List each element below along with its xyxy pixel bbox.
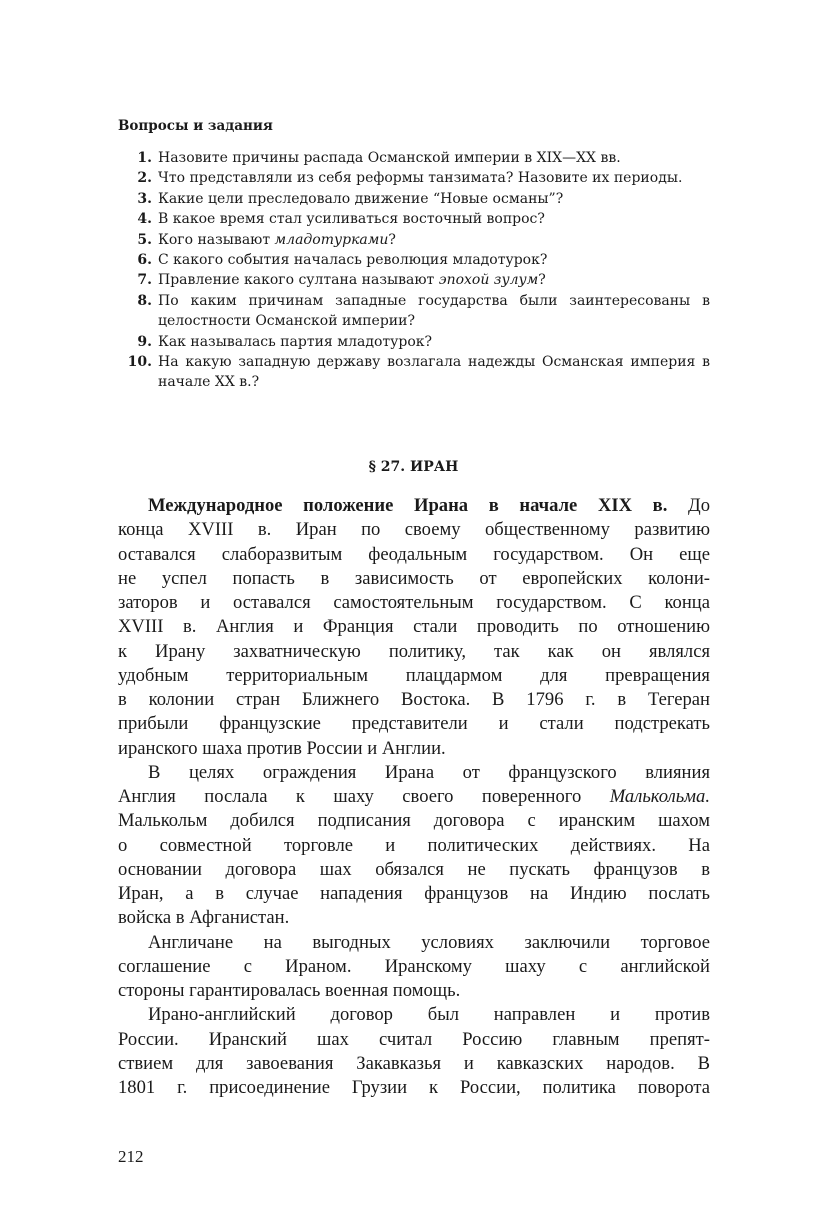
question-item [118,148,710,168]
line-text: Иран, а в случае нападения французов на Индию послать [118,883,710,904]
italic-name: Малькольма. [609,786,710,807]
questions-heading: Вопросы и задания [118,118,273,134]
line-text: прибыли французские представители и стали подстрекать [118,713,710,735]
question-number: 5. [137,231,152,248]
text-line [118,834,710,858]
text-line [118,931,710,955]
text-line [118,785,710,809]
line-text: удобным территориальным плацдармом для превращения [118,664,710,686]
question-text-main: Какие цели преследовало движение “Новые османы”? [158,190,564,207]
question-number: 3. [137,190,152,207]
line-text: иранского шаха против России и Англии. [118,737,446,759]
question-text-main: Как называлась партия младотурок? [158,333,433,350]
text-line [118,979,710,1003]
question-text-main: В какое время стал усиливаться восточный вопрос? [158,211,545,228]
text-line [118,858,710,882]
question-number: 9. [137,333,152,350]
question-text-main: Что представляли из себя реформы танзимата? Назовите их периоды. [158,170,683,187]
line-text: соглашение с Ираном. Иранскому шаху с английской [118,955,710,977]
text-line [118,955,710,979]
line-text: XVIII в. Англия и Франция стали проводить по отношению [118,616,710,638]
question-text-main: Кого называют [158,231,275,248]
text-line [118,1076,710,1100]
line-text: России. Иранский шах считал Россию главным препят- [118,1028,710,1050]
line-text: Ирано-английский договор был направлен и против [148,1004,710,1026]
question-number: 4. [137,211,152,228]
question-number: 7. [137,272,152,289]
paragraph-heading: Международное положение Ирана в начале XIX в. [148,495,668,516]
text-line [118,640,710,664]
line-text: В целях ограждения Ирана от французского влияния [148,761,710,783]
line-text: Малькольм добился подписания договора с иранским шахом [118,810,710,832]
question-item [118,230,710,250]
question-text-end: ? [538,272,546,289]
text-line [118,906,710,930]
question-text-main: По каким причинам западные государства были заинтересованы в целостности Османской империи? [158,292,710,330]
question-text-main: Правление какого султана называют [158,272,439,289]
question-number: 8. [137,292,152,309]
text-line [118,543,710,567]
text-line [118,591,710,615]
question-text [158,230,710,250]
question-text-main: На какую западную державу возлагала надежды Османская империя в начале XX в.? [158,354,710,391]
line-text: заторов и оставался самостоятельным государством. С конца [118,592,710,613]
line-text: конца XVIII в. Иран по своему общественному развитию [118,519,710,541]
line-text: 1801 г. присоединение Грузии к России, политика поворота [118,1077,710,1098]
question-text [158,291,710,332]
question-number: 10. [127,354,152,371]
text-line [118,615,710,639]
question-item [118,209,710,229]
line-text: стороны гарантировалась военная помощь. [118,980,461,1001]
text-line [118,567,710,591]
question-number: 1. [137,150,152,166]
question-text-main: С какого события началась революция младотурок? [158,252,548,269]
question-item [118,270,710,290]
question-item [118,352,710,393]
question-text-main: Назовите причины распада Османской империи в XIX—XX вв. [158,150,621,166]
text-line [118,664,710,688]
line-text: ствием для завоевания Закавказья и кавказских народов. В [118,1052,710,1074]
question-text [158,352,710,393]
question-item [118,291,710,332]
text-line [118,1003,710,1027]
line-text: Англичане на выгодных условиях заключили торговое [148,931,710,953]
text-line [118,761,710,785]
question-text-end: ? [388,231,396,248]
text-line [118,737,710,761]
question-number: 6. [137,252,152,269]
line-text: не успел попасть в зависимость от европейских колони- [118,567,710,589]
line-text: основании договора шах обязался не пускать французов в [118,858,710,880]
question-item [118,250,710,270]
question-text [158,209,710,229]
question-item [118,168,710,188]
line-text: оставался слаборазвитым феодальным государством. Он еще [118,543,710,565]
page-number: 212 [118,1147,144,1166]
question-item [118,332,710,352]
text-line [118,518,710,542]
section-title: § 27. ИРАН [368,459,459,475]
question-text [158,250,710,270]
line-text: в колонии стран Ближнего Востока. В 1796 г. в Тегеран [118,689,710,710]
text-line [118,809,710,833]
line-text: Англия послала к шаху своего поверенного [118,786,610,807]
text-line [118,1028,710,1052]
text-line [118,712,710,736]
text-line [118,882,710,906]
line-text: До [667,495,710,516]
line-text: к Ирану захватническую политику, так как он являлся [118,640,710,662]
line-text: о совместной торговле и политических действиях. На [118,834,710,856]
line-text: войска в Афганистан. [118,907,290,929]
text-line [118,494,710,518]
questions-list [118,148,710,393]
body-text [118,494,710,1100]
text-line [118,688,710,712]
question-text [158,332,710,352]
question-text [158,270,710,290]
question-number: 2. [137,170,152,187]
question-text [158,168,710,188]
question-text [158,148,710,168]
question-text [158,189,710,209]
question-item [118,189,710,209]
text-line [118,1052,710,1076]
question-term: младотурками [274,231,389,248]
question-term: эпохой зулум [438,272,539,289]
